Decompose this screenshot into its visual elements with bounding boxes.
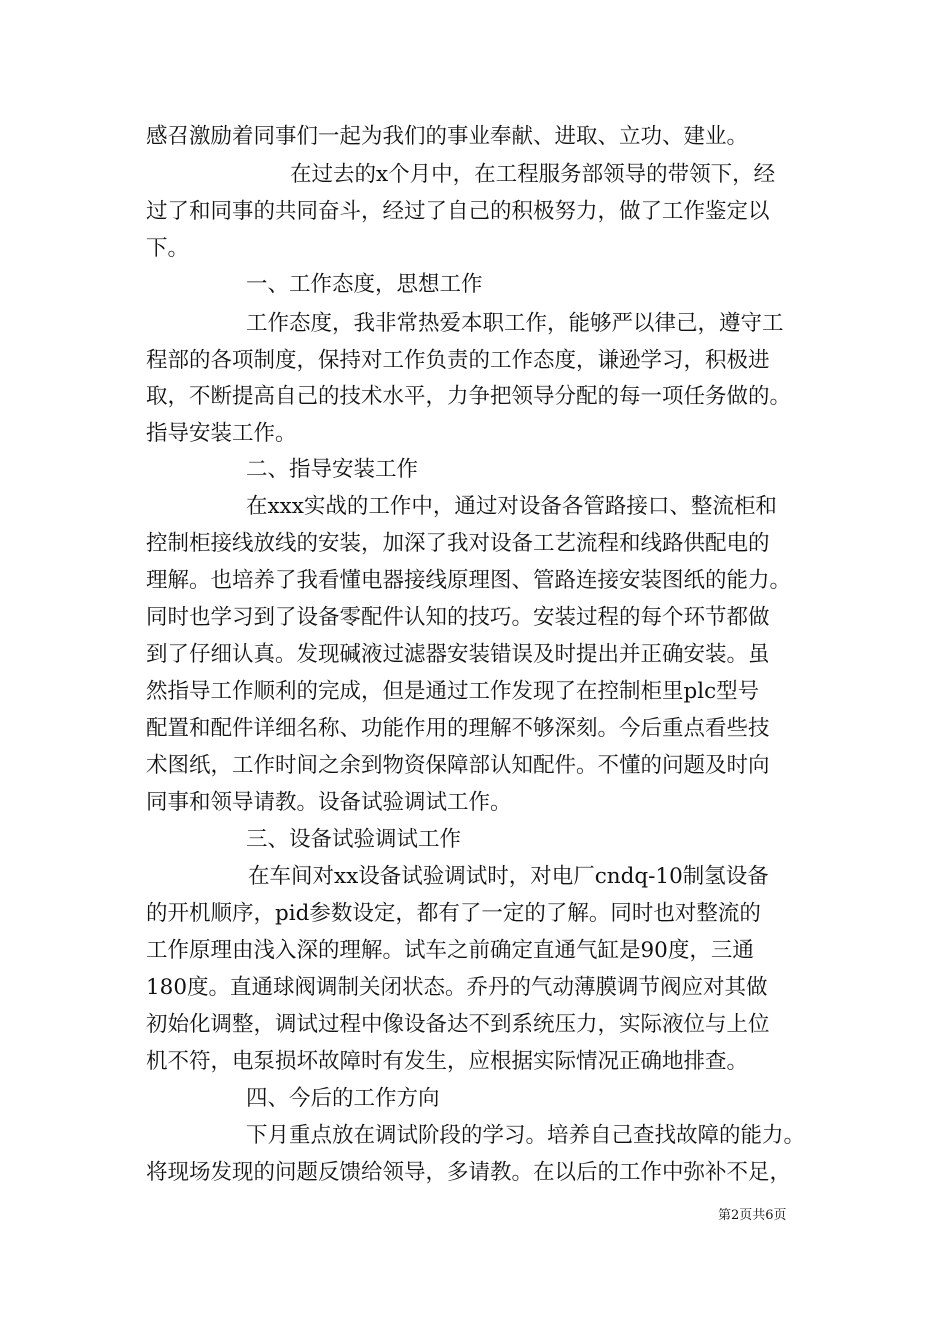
text-line: 然指导工作顺利的完成，但是通过工作发现了在控制柜里plc型号 [146, 679, 760, 704]
text-line: 感召激励着同事们一起为我们的事业奉献、进取、立功、建业。 [146, 124, 749, 149]
text-line: 理解。也培养了我看懂电器接线原理图、管路连接安装图纸的能力。 [146, 568, 792, 593]
text-line: 下。 [146, 236, 190, 261]
text-line: 同事和领导请教。设备试验调试工作。 [146, 790, 512, 815]
section-heading: 四、今后的工作方向 [246, 1086, 440, 1111]
text-line: 工作态度，我非常热爱本职工作，能够严以律己，遵守工 [246, 311, 784, 336]
text-line: 配置和配件详细名称、功能作用的理解不够深刻。今后重点看些技 [146, 716, 770, 741]
text-line: 下月重点放在调试阶段的学习。培养自己查找故障的能力。 [246, 1123, 806, 1148]
text-line: 术图纸，工作时间之余到物资保障部认知配件。不懂的问题及时向 [146, 753, 770, 778]
text-line: 初始化调整，调试过程中像设备达不到系统压力，实际液位与上位 [146, 1012, 770, 1037]
text-line: 取，不断提高自己的技术水平，力争把领导分配的每一项任务做的。 [146, 384, 792, 409]
text-line: 工作原理由浅入深的理解。试车之前确定直通气缸是90度，三通 [146, 938, 754, 963]
section-heading: 三、设备试验调试工作 [246, 827, 462, 852]
text-line: 在车间对xx设备试验调试时，对电厂cndq-10制氢设备 [248, 864, 769, 889]
text-line: 的开机顺序，pid参数设定，都有了一定的了解。同时也对整流的 [146, 901, 761, 926]
page-number-footer: 第2页共6页 [718, 1208, 787, 1223]
text-line: 过了和同事的共同奋斗，经过了自己的积极努力，做了工作鉴定以 [146, 199, 770, 224]
text-line: 控制柜接线放线的安装，加深了我对设备工艺流程和线路供配电的 [146, 531, 770, 556]
text-line: 指导安装工作。 [146, 421, 297, 446]
text-line: 在过去的x个月中，在工程服务部领导的带领下，经 [290, 162, 776, 187]
text-line: 将现场发现的问题反馈给领导，多请教。在以后的工作中弥补不足， [146, 1160, 792, 1185]
text-line: 180度。直通球阀调制关闭状态。乔丹的气动薄膜调节阀应对其做 [146, 975, 768, 1000]
text-line: 程部的各项制度，保持对工作负责的工作态度，谦逊学习，积极进 [146, 348, 770, 373]
text-line: 在xxx实战的工作中，通过对设备各管路接口、整流柜和 [246, 494, 777, 519]
section-heading: 二、指导安装工作 [246, 457, 419, 482]
text-line: 到了仔细认真。发现碱液过滤器安装错误及时提出并正确安装。虽 [146, 642, 770, 667]
text-line: 同时也学习到了设备零配件认知的技巧。安装过程的每个环节都做 [146, 605, 770, 630]
section-heading: 一、工作态度，思想工作 [246, 272, 483, 297]
text-line: 机不符，电泵损坏故障时有发生，应根据实际情况正确地排查。 [146, 1049, 749, 1074]
